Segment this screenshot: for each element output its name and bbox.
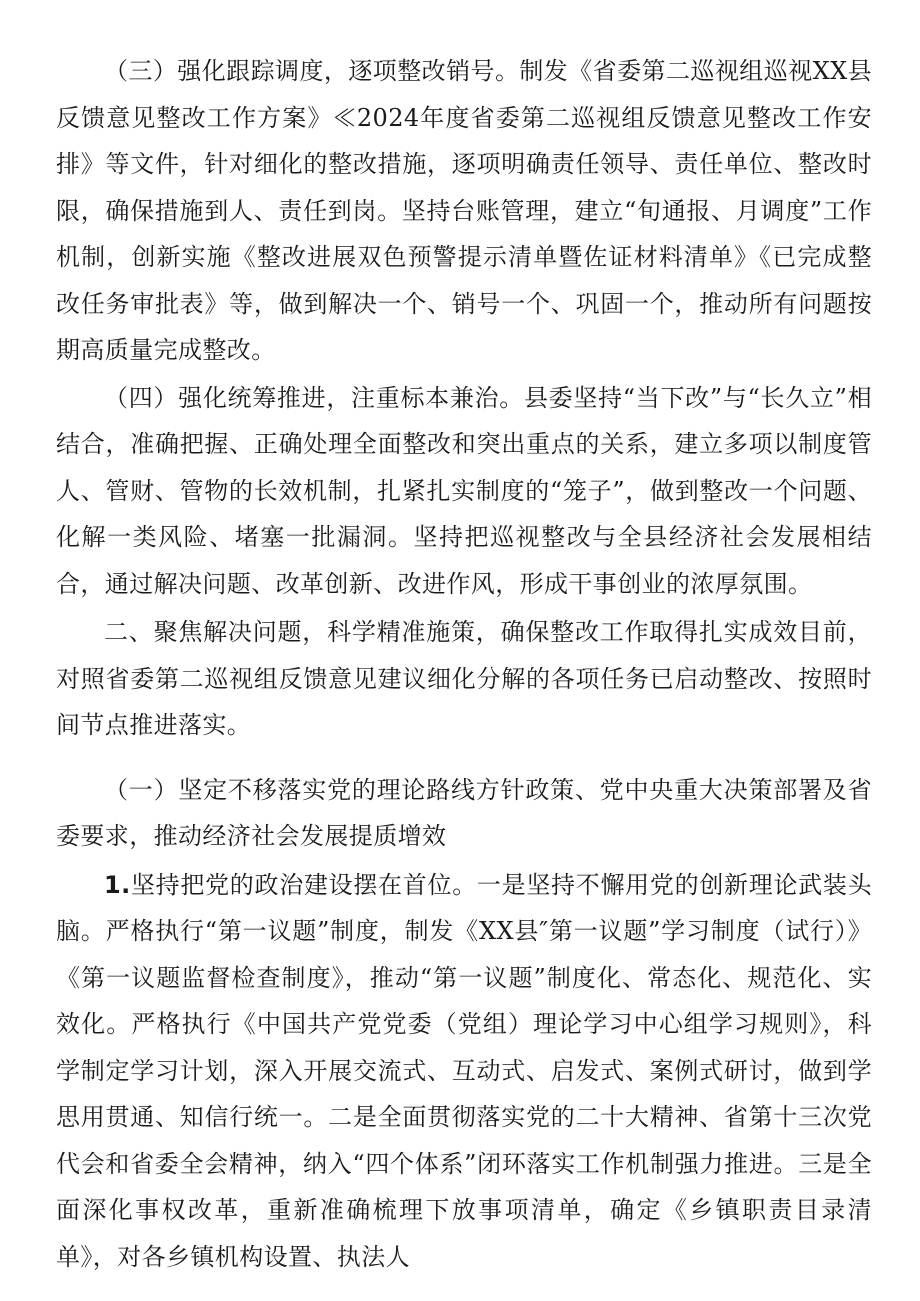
item-1-text: 坚持把党的政治建设摆在首位。一是坚持不懈用党的创新理论武装头脑。严格执行“第一议题”制度，制发《XX县″第一议题”学习制度（试行）》《第一议题监督检查制度》，推动“第一议题”制度化、常态化、规范化、实效化。严格执行《中国共产党党委（党组）理论学习中心组学习规则》，科学制定学习计划，深入开展交流式、互动式、启发式、案例式研讨，做到学思用贯通、知信行统一。二是全面贯彻落实党的二十大精神、省第十三次党代会和省委全会精神，纳入“四个体系”闭环落实工作机制强力推进。三是全面深化事权改革，重新准确梳理下放事项清单，确定《乡镇职责目录清单》，对各乡镇机构设置、执法人 bbox=[56, 870, 872, 1271]
paragraph-section-3: （三）强化跟踪调度，逐项整改销号。制发《省委第二巡视组巡视XX县反馈意见整改工作方案》≪2024年度省委第二巡视组反馈意见整改工作安排》等文件，针对细化的整改措施，逐项明确责任领导、责任单位、整改时限，确保措施到人、责任到岗。坚持台账管理，建立“旬通报、月调度”工作机制，创新实施《整改进展双色预警提示清单暨佐证材料清单》《已完成整改任务审批表》等，做到解决一个、销号一个、巩固一个，推动所有问题按期高质量完成整改。 bbox=[56, 57, 872, 364]
item-number: 1. bbox=[104, 870, 131, 899]
document-page bbox=[56, 48, 872, 1280]
heading-part-two: 二、聚焦解决问题，科学精准施策，确保整改工作取得扎实成效目前，对照省委第二巡视组反馈意见建议细化分解的各项任务已启动整改、按照时间节点推进落实。 bbox=[56, 618, 872, 739]
paragraph-item-1 bbox=[56, 862, 872, 1281]
subsection-heading-1: （一）坚定不移落实党的理论路线方针政策、党中央重大决策部署及省委要求，推动经济社会发展提质增效 bbox=[56, 775, 872, 850]
paragraph-section-4: （四）强化统筹推进，注重标本兼治。县委坚持“当下改”与“长久立”相结合，准确把握、正确处理全面整改和突出重点的关系，建立多项以制度管人、管财、管物的长效机制，扎紧扎实制度的“笼子”，做到整改一个问题、化解一类风险、堵塞一批漏洞。坚持把巡视整改与全县经济社会发展相结合，通过解决问题、改革创新、改进作风，形成干事创业的浓厚氛围。 bbox=[56, 383, 872, 598]
